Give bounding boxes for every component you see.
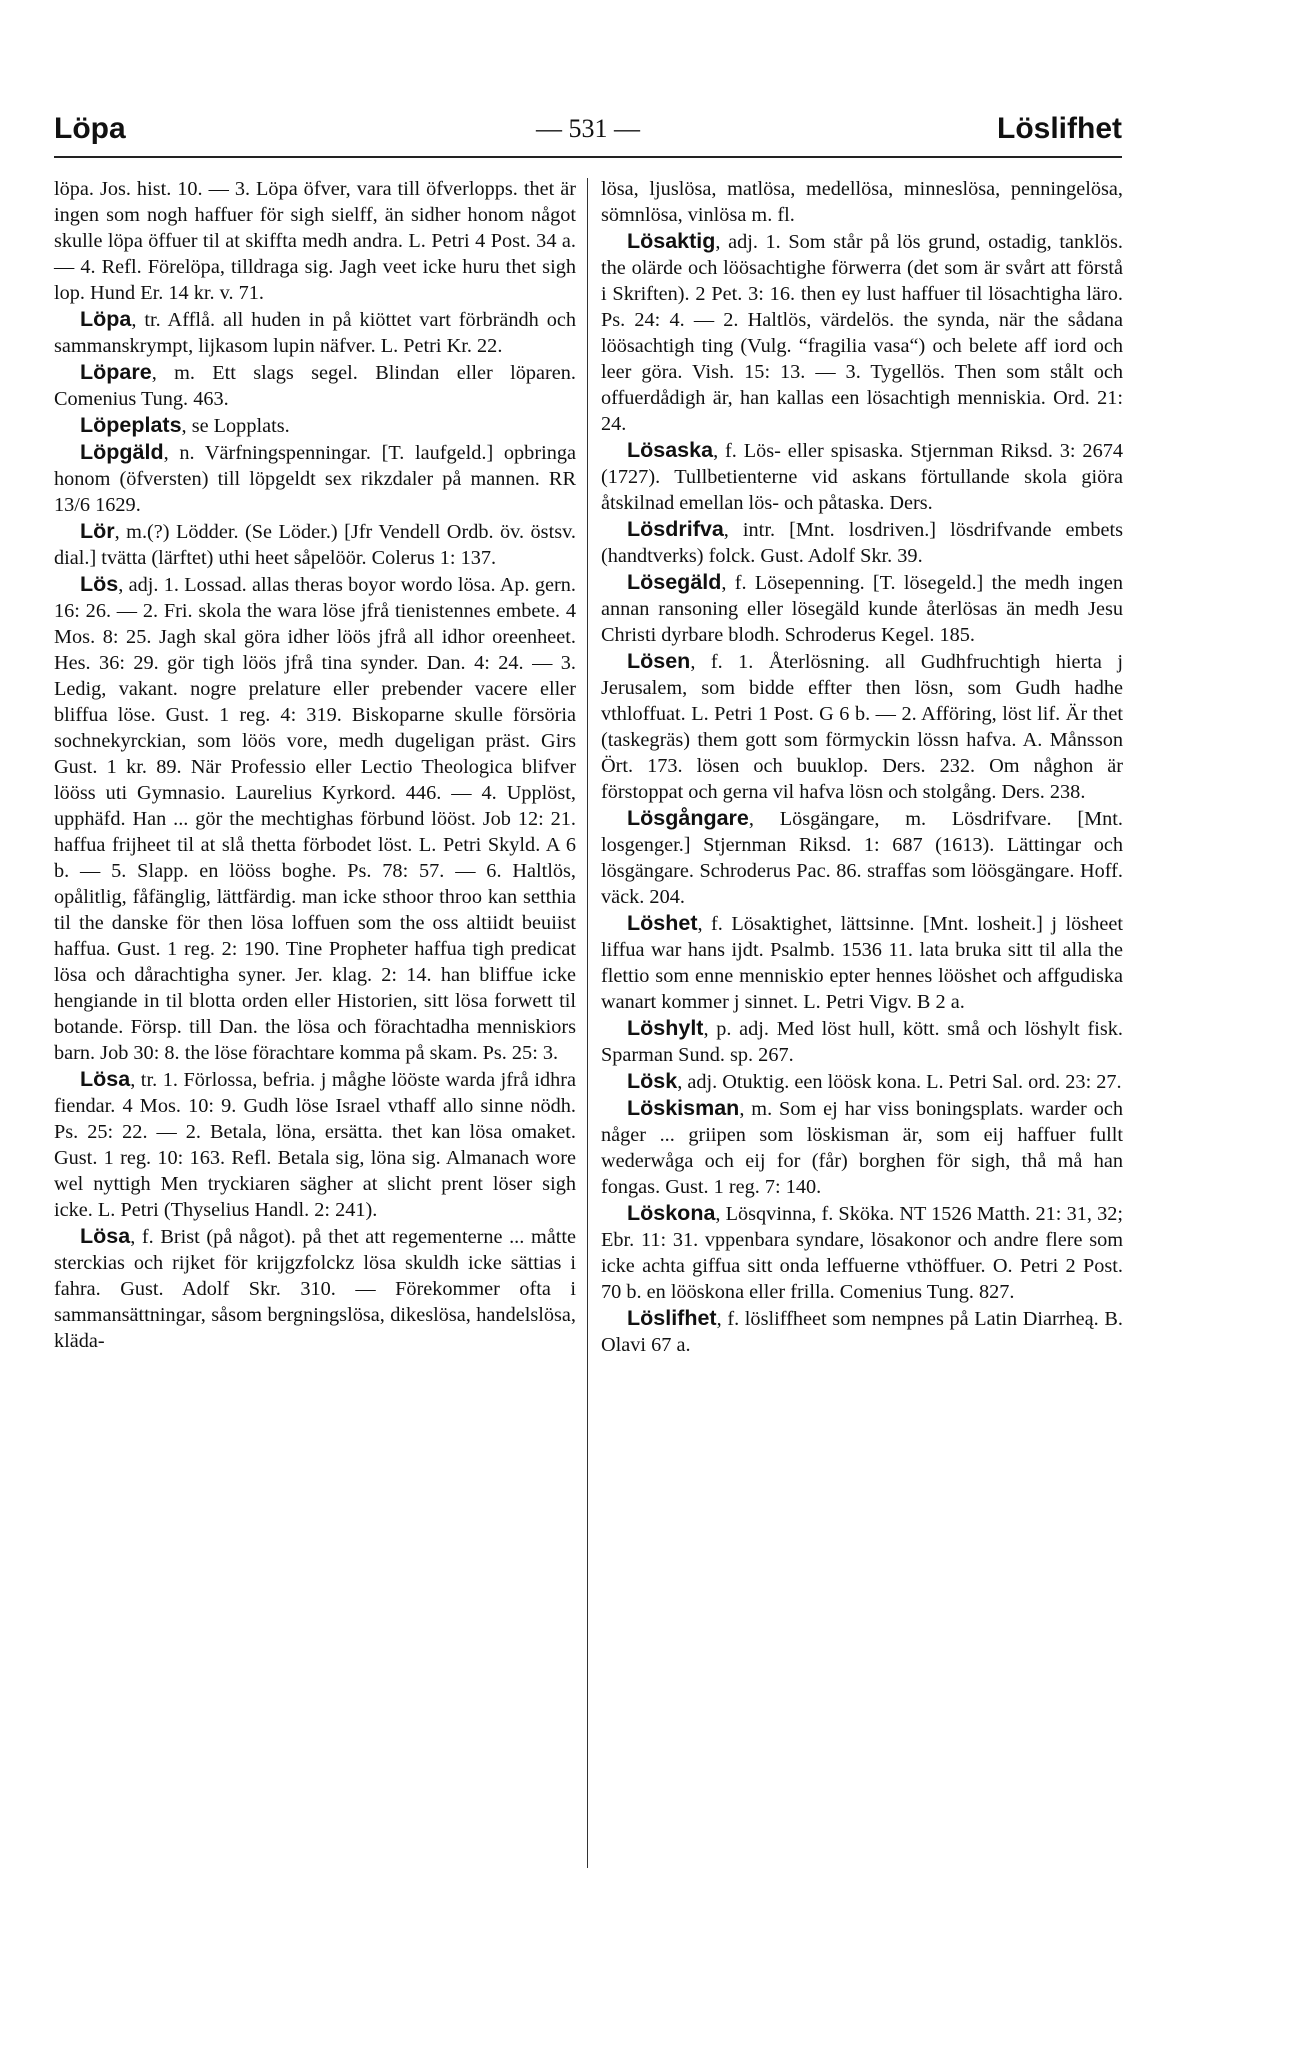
entry-loslifhet: Löslifhet, f. lösliffheet som nempnes på Latin Diarrheą. B. Olavi 67 a. <box>601 1306 1123 1356</box>
entry-losk: Lösk, adj. Otuktig. een löösk kona. L. Petri Sal. ord. 23: 27. <box>627 1069 1122 1093</box>
header-rule <box>54 156 1122 158</box>
column-divider <box>587 178 588 1868</box>
entry-losegald: Lösegäld, f. Lösepenning. [T. lösegeld.] the medh ingen annan ransoning eller lösegäld kunde återlösas än medh Jesu Christi dyrbare blodh. Schroderus Kegel. 185. <box>601 570 1123 646</box>
entry-lopa-tr: Löpa, tr. Afflå. all huden in på kiöttet vart förbrändh och sammanskrympt, lijkasom lupin näfver. L. Petri Kr. 22. <box>54 307 576 357</box>
entry-loskisman: Löskisman, m. Som ej har viss boningsplats. warder och någer ... griipen som löskisman är, som eij haffuer fullt wederwåga och eij for (får) borghen för sigh, thå må han fongas. Gust. 1 reg. 7: 140. <box>601 1096 1123 1198</box>
entry-lor: Lör, m.(?) Lödder. (Se Löder.) [Jfr Vendell Ordb. öv. östsv. dial.] tvätta (lärftet) uthi heet såpelöör. Colerus 1: 137. <box>54 519 576 569</box>
entry-losaktig: Lösaktig, adj. 1. Som står på lös grund, ostadig, tanklös. the olärde och löösachtighe förwerra (det som är svårt att förstå i Skriften). 2 Pet. 3: 16. then ey lust haffuer til lösachtigha läro. Ps. 24: 4. — 2. Haltlös, värdelös. the synda, när the sådana löösachtigh ting (Vulg. “fragilia vasa“) och belete aff iord och leer göra. Vish. 15: 13. — 3. Tygellös. Then som stålt och offuerdådigh är, han kallas een lösachtigh menniskia. Ord. 21: 24. <box>601 229 1123 435</box>
entry-losa-f: Lösa, f. Brist (på något). på thet att regementerne ... måtte sterckias och rijket för krijgzfolckz lösa skuldh icke sättias i fahra. Gust. Adolf Skr. 310. — Förekommer ofta i sammansättningar, såsom bergningslösa, dikeslösa, handelslösa, kläda- <box>54 1224 576 1352</box>
entry-loshylt: Löshylt, p. adj. Med löst hull, kött. små och löshylt fisk. Sparman Sund. sp. 267. <box>601 1016 1123 1066</box>
entry-lopgald: Löpgäld, n. Värfningspenningar. [T. laufgeld.] opbringa honom (öfversten) till löpgeldt sex rikzdaler på mannen. RR 13/6 1629. <box>54 440 576 516</box>
entry-losaska: Lösaska, f. Lös- eller spisaska. Stjernman Riksd. 3: 2674 (1727). Tullbetienterne vid askans förtullande skola giöra åtskilnad emellan lös- och påtaska. Ders. <box>601 438 1123 514</box>
entry-text: lösa, ljuslösa, matlösa, medellösa, minneslösa, penningelösa, sömnlösa, vinlösa m. fl. <box>601 178 1123 226</box>
page-number: — 531 — <box>536 114 640 143</box>
entry-text: löpa. Jos. hist. 10. — 3. Löpa öfver, vara till öfverlopps. thet är ingen som nogh haffuer för sigh sielff, än sidher honom något skulle löpa öffuer til at skiffta medh andra. L. Petri 4 Post. 34 a. — 4. Refl. Förelöpa, tilldraga sig. Jagh veet icke huru thet sigh lop. Hund Er. 14 kr. v. 71. <box>54 178 576 304</box>
entry-loshet: Löshet, f. Lösaktighet, lättsinne. [Mnt. losheit.] j lösheet liffua war hans ijdt. Psalmb. 1536 11. lata bruka sitt til alla the flettio som enne menniskio epter hennes lööshet och affgudiska wanart kommer j sinnet. L. Petri Vigv. B 2 a. <box>601 911 1123 1013</box>
header-right-catchword: Löslifhet <box>997 112 1122 145</box>
entry-lopeplats: Löpeplats, se Lopplats. <box>80 413 290 437</box>
entry-los: Lös, adj. 1. Lossad. allas theras boyor wordo lösa. Ap. gern. 16: 26. — 2. Fri. skola the wara löse jfrå tienistennes embete. 4 Mos. 8: 25. Jagh skal göra idher löös jfrå all idhor oreenheet. Hes. 36: 29. gör tigh löös jfrå tina synder. Dan. 4: 24. — 3. Ledig, vakant. nogre prelature eller prebender vacere eller bliffua löse. Gust. 1 reg. 4: 319. Biskoparne skulle försöria sochnekyrckian, som löös vore, medh dugeligan präst. Girs Gust. 1 kr. 89. När Professio eller Lectio Theologica blifver lööss uti Gymnasio. Laurelius Kyrkord. 446. — 4. Upplöst, upphäfd. Han ... gör the mechtighas förbund lööst. Job 12: 21. haffua frijheet til at slå thetta förbodet löst. L. Petri Skyld. A 6 b. — 5. Slapp. en lööss boghe. Ps. 78: 57. — 6. Haltlös, opålitlig, fåfänglig, lättfärdig. man icke sthoor throo kan setthia til the danske för then lösa loffuen som the oss altiidt beuiist haffua. Gust. 1 reg. 2: 190. Tine Propheter haffua tigh predicat lösa och dårachtigha syner. Jer. klag. 2: 14. han bliffue icke hengiande in til blotta orden eller Historien, sitt lösa forwett til botande. Försp. till Dan. the lösa och förachtadha menniskiors barn. Job 30: 8. the löse förachtare komma på skam. Ps. 25: 3. <box>54 572 576 1064</box>
header-left-catchword: Löpa <box>54 112 126 145</box>
entry-lopare: Löpare, m. Ett slags segel. Blindan eller löparen. Comenius Tung. 463. <box>54 360 576 410</box>
left-column <box>54 176 576 1354</box>
entry-losgangare: Lösgångare, Lösgängare, m. Lösdrifvare. [Mnt. losgenger.] Stjernman Riksd. 1: 687 (1613). Lättingar och lösgängare. Schroderus Pac. 86. straffas som löösgängare. Hoff. väck. 204. <box>601 806 1123 908</box>
page-header <box>54 112 1122 152</box>
entry-losen: Lösen, f. 1. Återlösning. all Gudhfruchtigh hierta j Jerusalem, som bidde effter then lösn, som Gudh hadhe vthloffuat. L. Petri 1 Post. G 6 b. — 2. Afföring, löst lif. Är thet (taskegräs) them gott som förmyckin lössn hafva. A. Månsson Ört. 173. lösen och buuklop. Ders. 232. Om någhon är förstoppat och gerna vil hafva lösn och stolgång. Ders. 238. <box>601 649 1123 803</box>
right-column <box>601 176 1123 1358</box>
entry-losa-tr: Lösa, tr. 1. Förlossa, befria. j måghe lööste warda jfrå idhra fiendar. 4 Mos. 10: 9. Gudh löse Israel vthaff allo sinne nödh. Ps. 25: 22. — 2. Betala, löna, ersätta. thet kan lösa omaket. Gust. 1 reg. 10: 163. Refl. Betala sig, löna sig. Almanach wore wel nyttigh Men tryckiaren sägher at slicht prent löser sigh icke. L. Petri (Thyselius Handl. 2: 241). <box>54 1067 576 1221</box>
entry-loskona: Löskona, Lösqvinna, f. Sköka. NT 1526 Matth. 21: 31, 32; Ebr. 11: 31. vppenbara syndare, lösakonor och andre flere som icke achta giffua sitt onda leffuerne vthöffuer. O. Petri 2 Post. 70 b. en lööskona eller frilla. Comenius Tung. 827. <box>601 1201 1123 1303</box>
entry-losdrifva: Lösdrifva, intr. [Mnt. losdriven.] lösdrifvande embets (handtverks) folck. Gust. Adolf Skr. 39. <box>601 517 1123 567</box>
